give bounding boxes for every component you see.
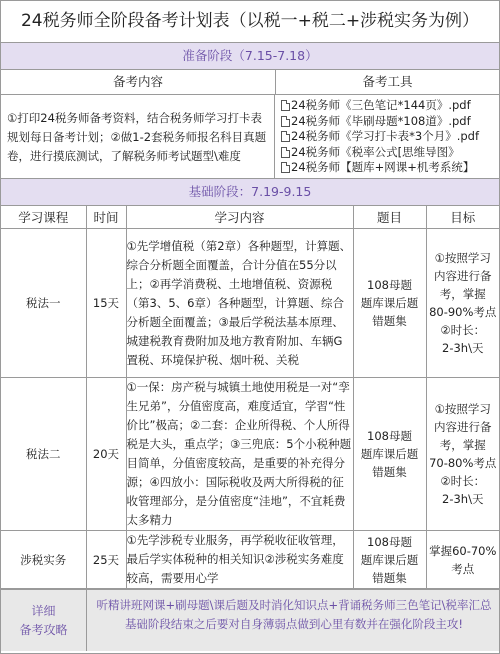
basic-stage-table — [1, 206, 499, 589]
prep-stage-heading: 准备阶段（7.15-7.18） — [1, 43, 499, 70]
header-time: 时间 — [86, 206, 126, 229]
tool-file-label: 24税务师【题库+网课+机考系统】 — [291, 160, 475, 174]
tool-file-label: 24税务师《学习打卡表*3个月》.pdf — [291, 129, 480, 143]
goal-line: ①按照学习 — [434, 251, 491, 265]
question-line: 108母题 — [367, 534, 412, 549]
document-icon — [281, 131, 290, 142]
header-questions: 题目 — [353, 206, 426, 229]
question-line: 题库课后题 — [360, 447, 419, 461]
tool-file-item[interactable] — [281, 114, 495, 130]
goal-line: ②时长： — [440, 474, 486, 488]
tool-file-item[interactable] — [281, 129, 495, 145]
prep-tools-header: 备考工具 — [362, 74, 413, 89]
course-questions — [353, 531, 426, 589]
table-row — [1, 531, 499, 589]
question-line: 错题集 — [372, 570, 407, 585]
table-row — [1, 229, 499, 378]
course-name: 税法二 — [1, 378, 86, 531]
tool-file-label: 24税务师《毕刷母题*108道》.pdf — [291, 113, 471, 128]
header-course: 学习课程 — [1, 206, 86, 229]
header-content: 学习内容 — [126, 206, 353, 229]
document-icon — [281, 147, 290, 158]
document-icon — [281, 116, 290, 127]
course-time: 20天 — [86, 378, 126, 531]
table-header-row — [1, 206, 499, 229]
tool-file-label: 24税务师《三色笔记*144页》.pdf — [291, 98, 471, 112]
prep-tools-list — [275, 95, 499, 178]
header-goal: 目标 — [426, 206, 499, 229]
footer-label-line: 详细 — [31, 603, 56, 618]
prep-stage-header-row — [1, 70, 499, 95]
course-goal — [426, 229, 499, 378]
footer-row — [1, 589, 499, 651]
goal-line: ②时长： — [440, 323, 486, 337]
tool-file-item[interactable] — [281, 160, 495, 176]
prep-content-header: 备考内容 — [1, 70, 276, 94]
goal-line: 2-3h\天 — [442, 492, 484, 506]
document-icon — [281, 162, 290, 173]
goal-line: 内容进行备 — [434, 420, 492, 434]
page-title: 24税务师全阶段备考计划表（以税一+税二+涉税实务为例） — [1, 1, 499, 43]
goal-line: 掌握60-70% — [429, 543, 497, 558]
tool-file-item[interactable] — [281, 145, 495, 161]
footer-text — [87, 590, 499, 651]
course-content: ①先学涉税专业服务，再学税收征收管理，最后学实体税种的相关知识②涉税实务难度较高，需要用心学 — [126, 531, 353, 589]
goal-line: 考点 — [451, 561, 475, 576]
course-questions — [353, 378, 426, 531]
tool-file-label: 24税务师《税率公式[思维导图》 — [291, 144, 460, 159]
goal-line: 考，掌握 — [439, 438, 486, 452]
prep-content-text: ①打印24税务师备考资料，结合税务师学习打卡表规划每日备考计划；②做1-2套税务师报名科目真题卷，进行摸底测试，了解税务师考试题型\难度 — [1, 95, 275, 178]
tool-file-item[interactable] — [281, 98, 495, 114]
question-line: 错题集 — [372, 314, 407, 328]
document-icon — [281, 100, 290, 111]
goal-line: 80-90%考点 — [429, 305, 497, 319]
question-line: 108母题 — [367, 278, 412, 292]
course-content: ①先学增值税（第2章）各种题型，计算题、综合分析题全面覆盖，合计分值在55分以上；②再学消费税、土地增值税、资源税（第3、5、6章）各种题型，计算题、综合分析题全面覆盖；③最后学税法基本原理、城建税教育费附加及地方教育附加、车辆G置税、环境保护税、烟叶税、关税 — [126, 229, 353, 378]
question-line: 108母题 — [367, 429, 412, 443]
question-line: 题库课后题 — [360, 552, 419, 567]
course-time: 15天 — [86, 229, 126, 378]
footer-label-line: 备考攻略 — [19, 622, 68, 637]
course-name: 税法一 — [1, 229, 86, 378]
goal-line: 考，掌握 — [439, 287, 486, 301]
footer-label — [1, 590, 87, 651]
question-line: 错题集 — [372, 465, 407, 479]
course-name: 涉税实务 — [1, 531, 86, 589]
goal-line: 内容进行备 — [434, 269, 492, 283]
course-goal — [426, 531, 499, 589]
prep-stage-row — [1, 95, 499, 179]
footer-text-line: 听精讲班网课+刷母题\课后题及时消化知识点+背诵税务师三色笔记\税率汇总 — [96, 598, 492, 612]
course-goal — [426, 378, 499, 531]
footer-text-line: 基础阶段结束之后要对自身薄弱点做到心里有数并在强化阶段主攻! — [124, 617, 464, 631]
course-questions — [353, 229, 426, 378]
question-line: 题库课后题 — [360, 296, 419, 310]
basic-stage-heading: 基础阶段：7.19-9.15 — [1, 179, 499, 206]
goal-line: 70-80%考点 — [429, 456, 497, 470]
table-row — [1, 378, 499, 531]
course-time: 25天 — [86, 531, 126, 589]
goal-line: ①按照学习 — [434, 402, 491, 416]
course-content: ①一保：房产税与城镇土地使用税是一对“孪生兄弟”，分值密度高，难度适宜，学習“性价比”极高；②二套：企业所得税、个人所得税是大头，重点学；③三兜底：5个小税种题目简单，分值密度较高，是重要的补充得分源；④四放小：国际税收及两大所得税的征收管理部分，是分值密度“洼地”，不宜耗费太多精力 — [126, 378, 353, 531]
goal-line: 2-3h\天 — [442, 341, 484, 355]
